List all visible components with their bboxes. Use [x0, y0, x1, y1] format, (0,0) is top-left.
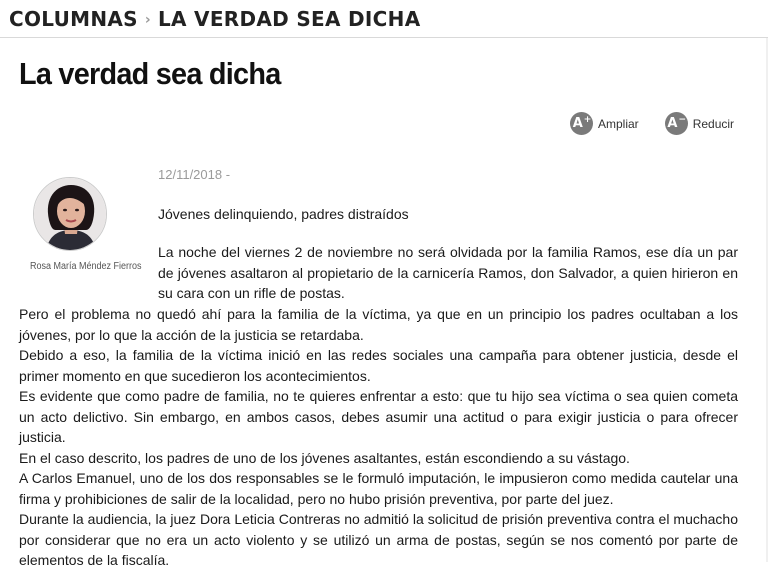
reduce-text-button[interactable]	[665, 112, 734, 135]
article-paragraph: Pero el problema no quedó ahí para la familia de la víctima, ya que en un principio los padres ocultaban a los jóvenes, por lo que la acción de la justicia se retardaba.	[19, 306, 738, 343]
breadcrumb-separator: ›	[144, 12, 151, 28]
reduce-text-label: Reducir	[692, 116, 735, 131]
top-bar	[0, 0, 768, 38]
article-date: 12/11/2018 -	[158, 167, 231, 182]
breadcrumb-section-link[interactable]: COLUMNAS	[9, 7, 138, 31]
enlarge-text-label: Ampliar	[598, 116, 639, 131]
article-paragraph: En el caso descrito, los padres de uno de los jóvenes asaltantes, están escondiendo a su vástago.	[19, 449, 630, 466]
breadcrumb-current-link[interactable]: LA VERDAD SEA DICHA	[157, 7, 421, 31]
article-paragraph: Durante la audiencia, la juez Dora Leticia Contreras no admitió la solicitud de prisión preventiva contra el muchacho por considerar que no era un acto violento y se utilizó un arma de postas, según se nos comentó por parte de elementos de la fiscalía.	[19, 511, 738, 568]
article-body	[19, 304, 738, 571]
author-name: Rosa María Méndez Fierros	[30, 261, 142, 272]
author-avatar	[33, 177, 107, 251]
article-paragraph: Es evidente que como padre de familia, no te quieres enfrentar a esto: que tu hijo sea víctima o sea quien cometa un acto delictivo. Sin embargo, en ambos casos, debes asumir una actitud o para exigir justicia o para ofrecer justicia.	[19, 388, 738, 445]
article-paragraph: A Carlos Emanuel, uno de los dos responsables se le formuló imputación, le impusieron como medida cautelar una firma y prohibiciones de salir de la localidad, pero no hubo prisión preventiva, por parte del juez.	[19, 470, 738, 507]
font-decrease-icon: A −	[665, 112, 688, 135]
enlarge-text-button[interactable]	[570, 112, 639, 135]
article-lead-paragraph: La noche del viernes 2 de noviembre no será olvidada por la familia Ramos, ese día un par de jóvenes asaltaron al propietario de la carnicería Ramos, don Salvador, a quien hirieron en su cara con un rifle de postas.	[158, 244, 738, 301]
page-title: La verdad sea dicha	[19, 56, 281, 91]
article-subtitle: Jóvenes delinquiendo, padres distraídos	[158, 206, 409, 222]
article-paragraph: Debido a eso, la familia de la víctima inició en las redes sociales una campaña para obtener justicia, desde el primer momento en que sucedieron los acontecimientos.	[19, 347, 738, 384]
breadcrumb	[9, 7, 420, 31]
font-increase-icon: A +	[570, 112, 593, 135]
author-portrait-icon	[34, 178, 107, 251]
font-size-tools	[570, 112, 734, 135]
